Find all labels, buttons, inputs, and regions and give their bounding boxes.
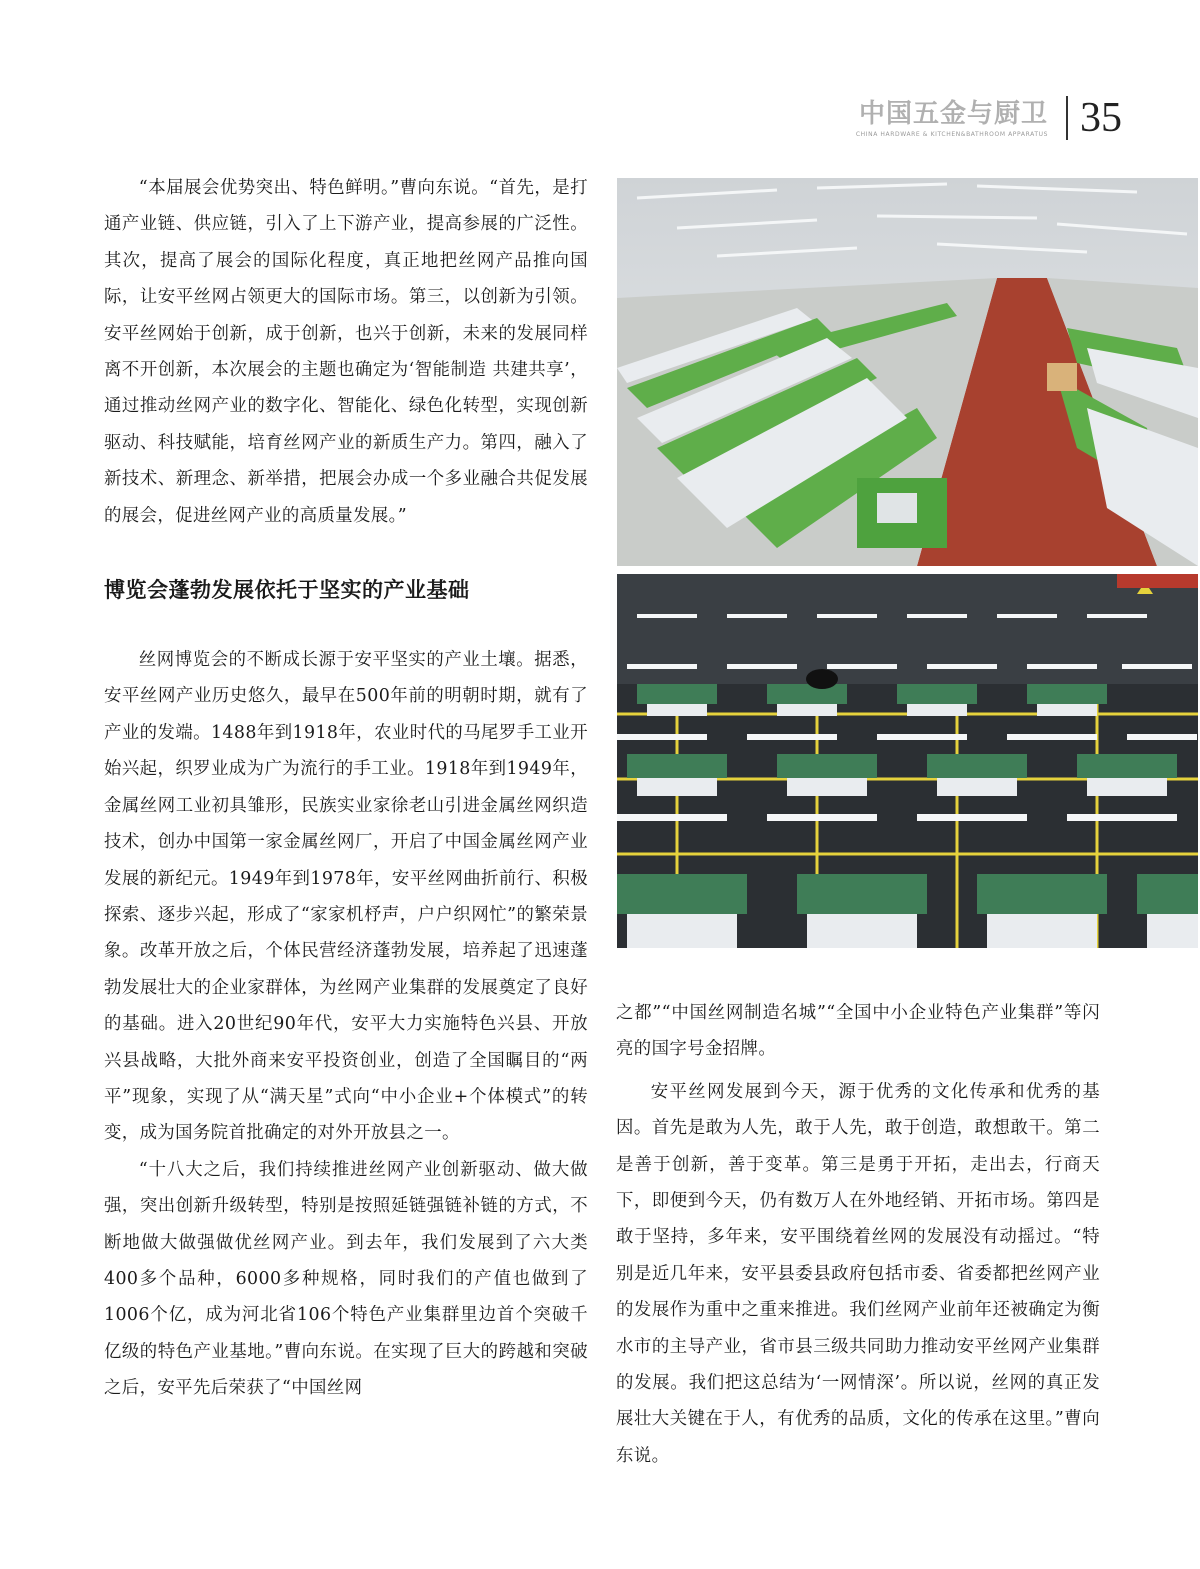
factory-photo-looms-aisle xyxy=(617,178,1198,566)
article-paragraph: 安平丝网发展到今天，源于优秀的文化传承和优秀的基因。首先是敢为人先，敢于人先，敢于创造，敢想敢干。第二是善于创新，善于变革。第三是勇于开拓，走出去，行商天下，即便到今天，仍有数万人在外地经销、开拓市场。第四是敢于坚持，多年来，安平围绕着丝网的发展没有动摇过。“特别是近几年来，安平县委县政府包括市委、省委都把丝网产业的发展作为重中之重来推进。我们丝网产业前年还被确定为衡水市的主导产业，省市县三级共同助力推动安平丝网产业集群的发展。我们把这总结为‘一网情深’。所以说，丝网的真正发展壮大关键在于人，有优秀的品质，文化的传承在这里。”曹向东说。 xyxy=(616,1081,1100,1466)
article-paragraph: 丝网博览会的不断成长源于安平坚实的产业土壤。据悉，安平丝网产业历史悠久，最早在500年前的明朝时期，就有了产业的发端。1488年到1918年，农业时代的马尾罗手工业开始兴起，织罗业成为广为流行的手工业。1918年到1949年，金属丝网工业初具雏形，民族实业家徐老山引进金属丝网织造技术，创办中国第一家金属丝网厂，开启了中国金属丝网产业发展的新纪元。1949年到1978年，安平丝网曲折前行、积极探索、逐步兴起，形成了“家家机杼声，户户织网忙”的繁荣景象。改革开放之后，个体民营经济蓬勃发展，培养起了迅速蓬勃发展壮大的企业家群体，为丝网产业集群的发展奠定了良好的基础。进入20世纪90年代，安平大力实施特色兴县、开放兴县战略，大批外商来安平投资创业，创造了全国瞩目的“两平”现象，实现了从“满天星”式向“中小企业+个体模式”的转变，成为国务院首批确定的对外开放县之一。 xyxy=(104,650,588,1144)
left-column xyxy=(104,170,588,1407)
page-number: 35 xyxy=(1080,95,1122,141)
magazine-subtitle: CHINA HARDWARE & KITCHEN&BATHROOM APPARATUS xyxy=(855,130,1048,138)
factory-photo-looms-overhead-image xyxy=(617,574,1198,948)
magazine-title: 中国五金与厨卫 xyxy=(858,98,1048,129)
factory-photo-looms-overhead xyxy=(617,574,1198,948)
magazine-brand xyxy=(856,99,1048,138)
article-paragraph: 之都”“中国丝网制造名城”“全国中小企业特色产业集群”等闪亮的国字号金招牌。 xyxy=(616,1003,1100,1060)
article-paragraph: “十八大之后，我们持续推进丝网产业创新驱动、做大做强，突出创新升级转型，特别是按照延链强链补链的方式，不断地做大做强做优丝网产业。到去年，我们发展到了六大类400多个品种，6000多种规格，同时我们的产值也做到了1006个亿，成为河北省106个特色产业集群里边首个突破千亿级的特色产业基地。”曹向东说。在实现了巨大的跨越和突破之后，安平先后荣获了“中国丝网 xyxy=(104,1159,588,1399)
section-heading-block xyxy=(104,574,588,604)
factory-photo-looms-aisle-image xyxy=(617,178,1198,566)
page-header xyxy=(856,88,1122,148)
right-column xyxy=(616,995,1100,1474)
header-divider xyxy=(1066,96,1068,140)
section-heading: 博览会蓬勃发展依托于坚实的产业基础 xyxy=(104,578,470,603)
article-paragraph: “本届展会优势突出、特色鲜明。”曹向东说。“首先，是打通产业链、供应链，引入了上下游产业，提高参展的广泛性。其次，提高了展会的国际化程度，真正地把丝网产品推向国际，让安平丝网占领更大的国际市场。第三，以创新为引领。安平丝网始于创新，成于创新，也兴于创新，未来的发展同样离不开创新，本次展会的主题也确定为‘智能制造 共建共享’，通过推动丝网产业的数字化、智能化、绿色化转型，实现创新驱动、科技赋能，培育丝网产业的新质生产力。第四，融入了新技术、新理念、新举措，把展会办成一个多业融合共促发展的展会，促进丝网产业的高质量发展。” xyxy=(104,178,588,526)
